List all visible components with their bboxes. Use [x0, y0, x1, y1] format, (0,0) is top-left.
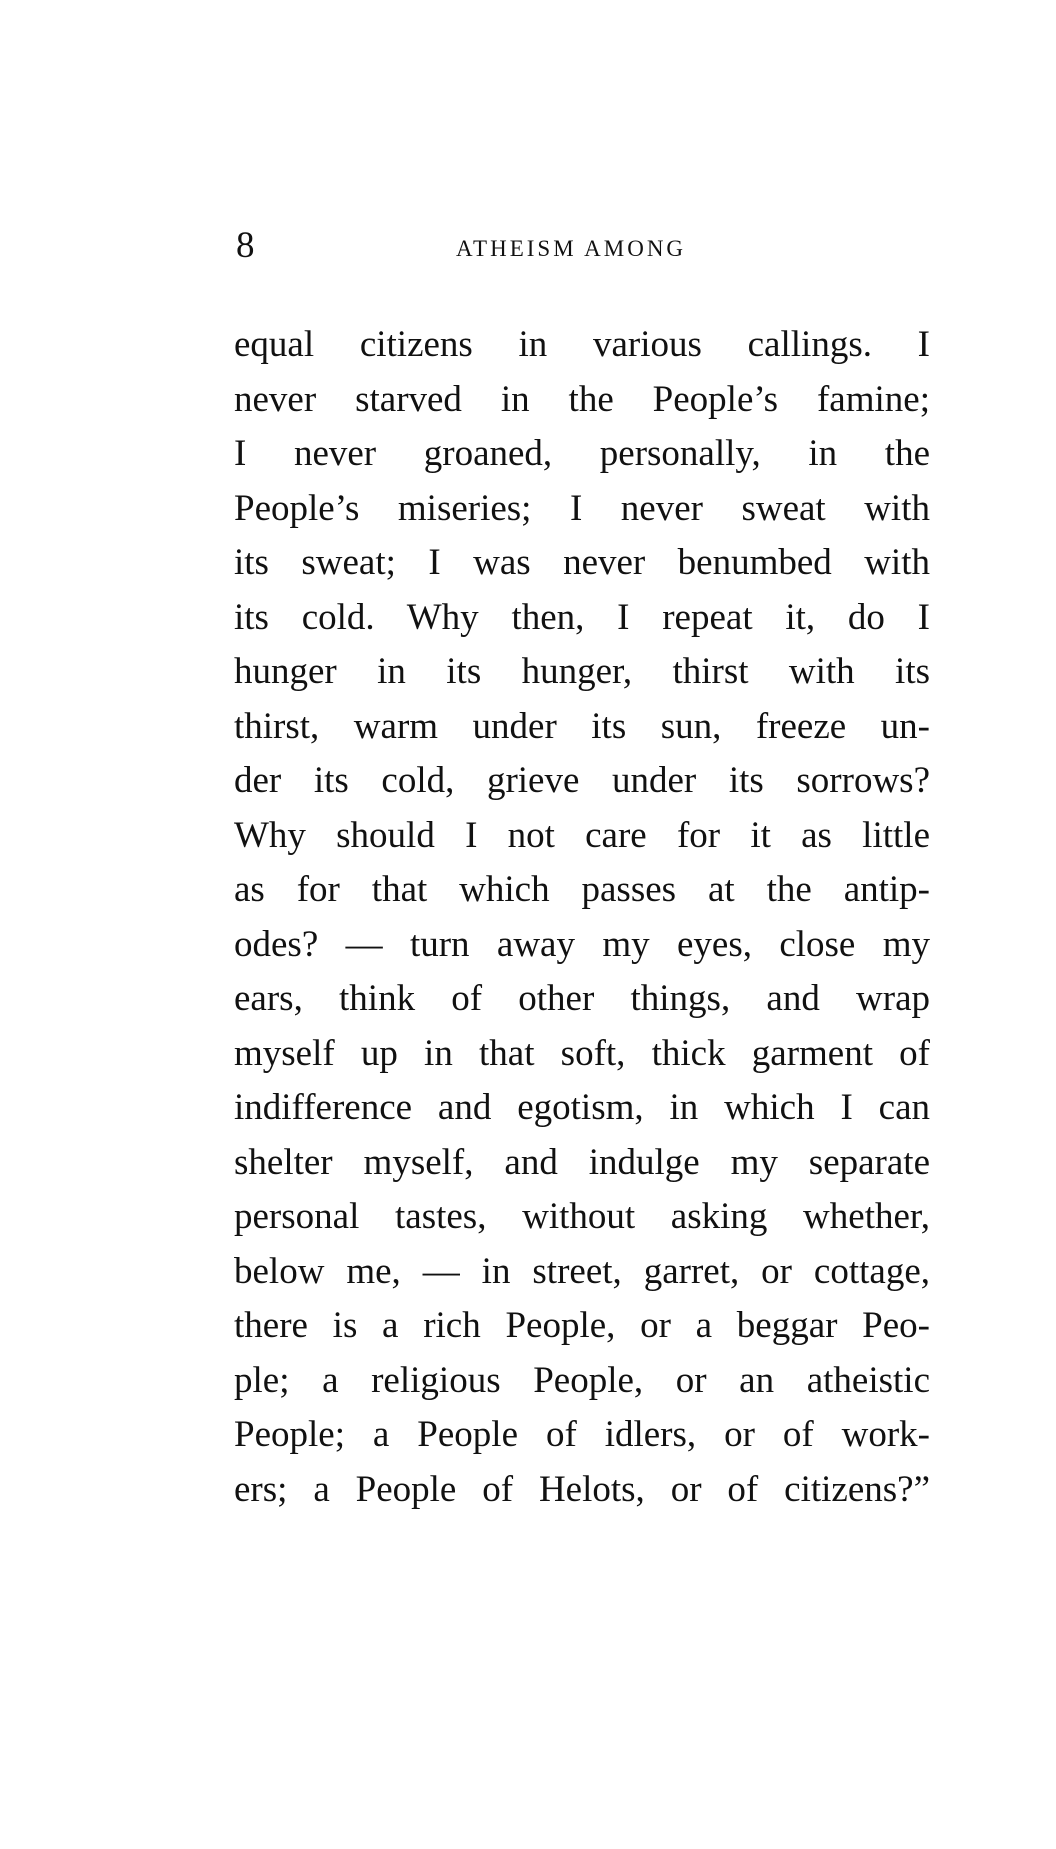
running-head [236, 224, 934, 274]
page-number: 8 [236, 225, 255, 266]
text-line: ers; a People of Helots, or of citizens?” [234, 1468, 930, 1510]
text-line: as for that which passes at the antip- [234, 869, 930, 910]
text-line: its cold. Why then, I repeat it, do I [234, 596, 930, 638]
text-line: ears, think of other things, and wrap [234, 978, 930, 1019]
text-line: Why should I not care for it as little [234, 814, 930, 856]
text-line: People; a People of idlers, or of work- [234, 1414, 930, 1455]
text-line: shelter myself, and indulge my separate [234, 1141, 930, 1183]
text-line: People’s miseries; I never sweat with [234, 487, 930, 529]
text-line: ple; a religious People, or an atheistic [234, 1359, 930, 1401]
body-text [234, 318, 930, 1517]
text-line: there is a rich People, or a beggar Peo- [234, 1305, 930, 1346]
text-line: der its cold, grieve under its sorrows? [234, 760, 930, 801]
text-line: equal citizens in various callings. I [234, 324, 930, 365]
text-line: thirst, warm under its sun, freeze un- [234, 705, 930, 747]
text-line: below me, — in street, garret, or cottage, [234, 1250, 930, 1292]
text-line: personal tastes, without asking whether, [234, 1196, 930, 1237]
running-title: ATHEISM AMONG [456, 236, 687, 261]
text-line: its sweat; I was never benumbed with [234, 542, 930, 583]
text-line: hunger in its hunger, thirst with its [234, 651, 930, 692]
text-line: myself up in that soft, thick garment of [234, 1032, 930, 1074]
text-line: never starved in the People’s famine; [234, 378, 930, 420]
text-line: indifference and egotism, in which I can [234, 1087, 930, 1128]
text-line: odes? — turn away my eyes, close my [234, 923, 930, 965]
text-line: I never groaned, personally, in the [234, 433, 930, 474]
